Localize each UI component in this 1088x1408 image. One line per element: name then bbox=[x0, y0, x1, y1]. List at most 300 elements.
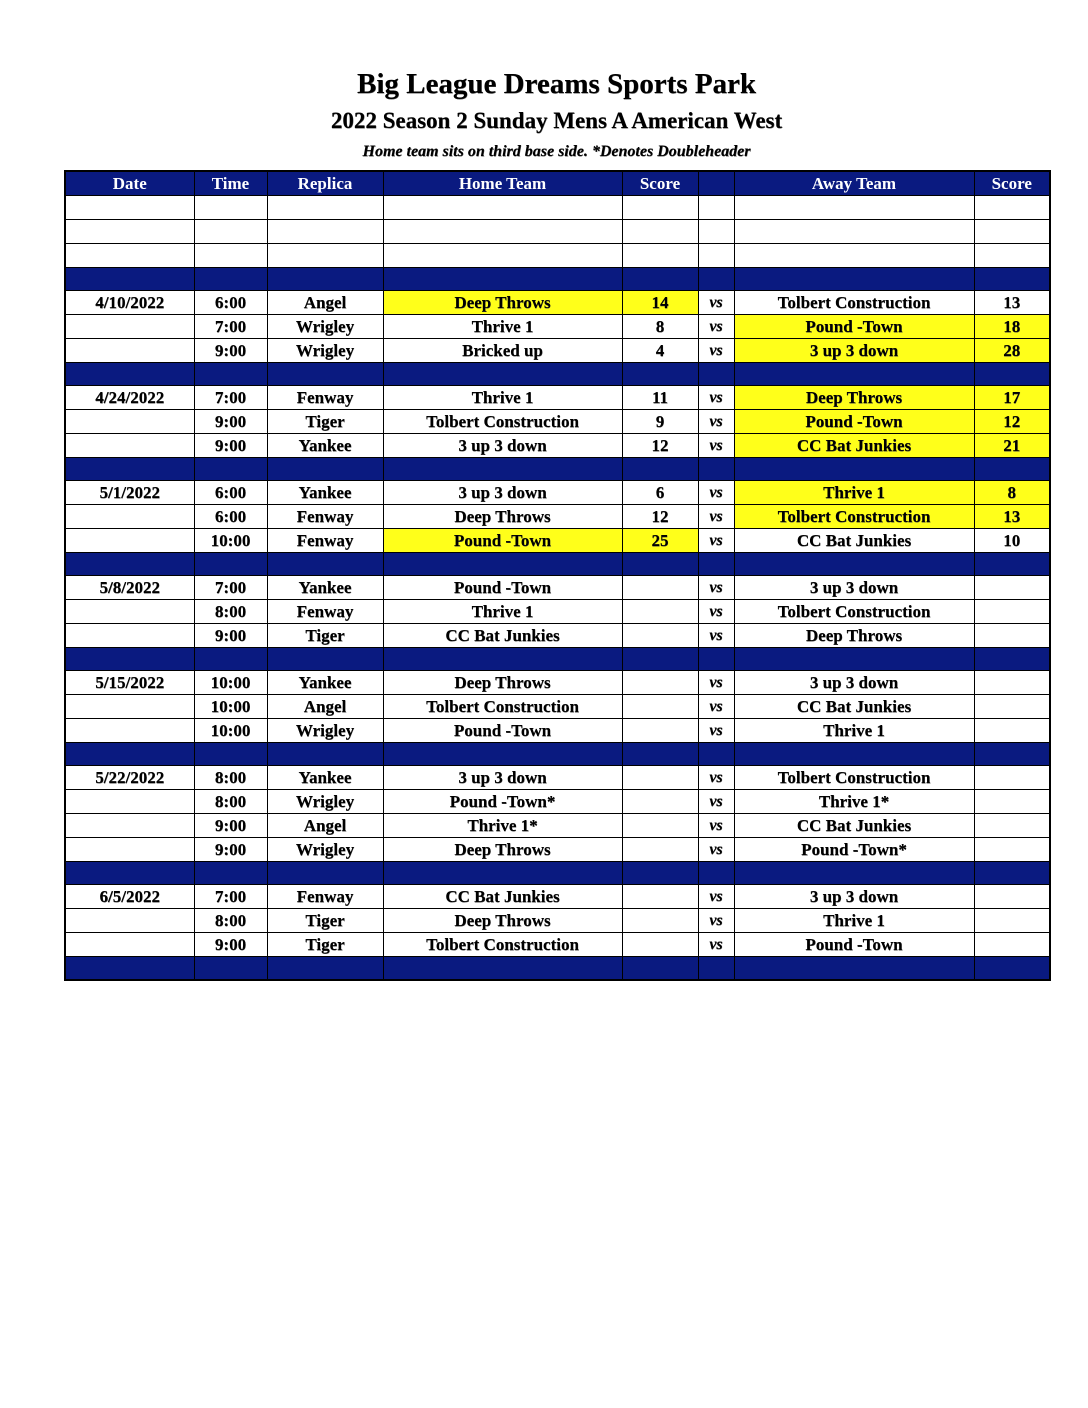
week-separator-row bbox=[65, 268, 1050, 291]
vs-cell: vs bbox=[698, 410, 734, 434]
home-team-cell: Deep Throws bbox=[383, 671, 622, 695]
separator-cell bbox=[65, 862, 194, 885]
separator-cell bbox=[622, 363, 698, 386]
separator-cell bbox=[194, 957, 267, 981]
table-header-row bbox=[65, 171, 1050, 196]
home-score-cell bbox=[622, 719, 698, 743]
home-score-cell bbox=[622, 671, 698, 695]
separator-cell bbox=[65, 648, 194, 671]
field-cell: Wrigley bbox=[267, 719, 383, 743]
away-score-cell bbox=[974, 766, 1050, 790]
separator-cell bbox=[65, 363, 194, 386]
away-score-cell bbox=[974, 600, 1050, 624]
date-cell bbox=[65, 339, 194, 363]
field-cell: Angel bbox=[267, 695, 383, 719]
separator-cell bbox=[65, 458, 194, 481]
date-cell bbox=[65, 909, 194, 933]
column-header-home-score: Score bbox=[622, 171, 698, 196]
table-row bbox=[65, 624, 1050, 648]
table-row bbox=[65, 719, 1050, 743]
away-team-cell: Deep Throws bbox=[734, 386, 974, 410]
separator-cell bbox=[383, 268, 622, 291]
date-cell bbox=[65, 790, 194, 814]
separator-cell bbox=[383, 862, 622, 885]
home-score-cell bbox=[622, 576, 698, 600]
date-cell bbox=[65, 933, 194, 957]
vs-cell: vs bbox=[698, 695, 734, 719]
vs-cell: vs bbox=[698, 766, 734, 790]
week-separator-row bbox=[65, 458, 1050, 481]
table-row bbox=[65, 885, 1050, 909]
away-score-cell bbox=[974, 838, 1050, 862]
away-team-cell: Pound -Town bbox=[734, 933, 974, 957]
home-score-cell bbox=[622, 933, 698, 957]
time-cell: 9:00 bbox=[194, 838, 267, 862]
separator-cell bbox=[734, 648, 974, 671]
away-team-cell: Pound -Town* bbox=[734, 838, 974, 862]
home-team-cell: Tolbert Construction bbox=[383, 695, 622, 719]
field-cell: Yankee bbox=[267, 766, 383, 790]
table-row bbox=[65, 529, 1050, 553]
field-cell: Tiger bbox=[267, 909, 383, 933]
field-cell bbox=[267, 244, 383, 268]
field-cell: Yankee bbox=[267, 576, 383, 600]
separator-cell bbox=[383, 957, 622, 981]
table-row bbox=[65, 909, 1050, 933]
separator-cell bbox=[698, 743, 734, 766]
home-team-cell: Bricked up bbox=[383, 339, 622, 363]
vs-cell: vs bbox=[698, 719, 734, 743]
away-team-cell: CC Bat Junkies bbox=[734, 434, 974, 458]
away-team-cell: Tolbert Construction bbox=[734, 766, 974, 790]
separator-cell bbox=[622, 648, 698, 671]
time-cell: 8:00 bbox=[194, 790, 267, 814]
date-cell bbox=[65, 434, 194, 458]
home-team-cell: Deep Throws bbox=[383, 291, 622, 315]
separator-cell bbox=[698, 553, 734, 576]
home-team-cell: Deep Throws bbox=[383, 838, 622, 862]
away-score-cell: 21 bbox=[974, 434, 1050, 458]
separator-cell bbox=[267, 957, 383, 981]
away-team-cell bbox=[734, 196, 974, 220]
away-score-cell bbox=[974, 671, 1050, 695]
home-score-cell bbox=[622, 909, 698, 933]
away-team-cell: Tolbert Construction bbox=[734, 600, 974, 624]
vs-cell: vs bbox=[698, 315, 734, 339]
away-score-cell: 28 bbox=[974, 339, 1050, 363]
time-cell: 9:00 bbox=[194, 410, 267, 434]
separator-cell bbox=[65, 957, 194, 981]
separator-cell bbox=[194, 458, 267, 481]
table-row bbox=[65, 671, 1050, 695]
table-row bbox=[65, 766, 1050, 790]
away-score-cell: 10 bbox=[974, 529, 1050, 553]
separator-cell bbox=[698, 862, 734, 885]
table-row bbox=[65, 244, 1050, 268]
home-score-cell bbox=[622, 196, 698, 220]
separator-cell bbox=[974, 363, 1050, 386]
vs-cell: vs bbox=[698, 790, 734, 814]
home-team-cell: Thrive 1 bbox=[383, 386, 622, 410]
away-score-cell: 17 bbox=[974, 386, 1050, 410]
field-cell: Yankee bbox=[267, 434, 383, 458]
date-cell bbox=[65, 410, 194, 434]
date-cell bbox=[65, 315, 194, 339]
home-team-cell: Thrive 1* bbox=[383, 814, 622, 838]
date-cell: 4/24/2022 bbox=[65, 386, 194, 410]
home-team-cell: Deep Throws bbox=[383, 505, 622, 529]
date-cell bbox=[65, 529, 194, 553]
date-cell: 5/8/2022 bbox=[65, 576, 194, 600]
separator-cell bbox=[698, 458, 734, 481]
week-separator-row bbox=[65, 648, 1050, 671]
home-score-cell: 12 bbox=[622, 505, 698, 529]
vs-cell: vs bbox=[698, 885, 734, 909]
separator-cell bbox=[698, 268, 734, 291]
separator-cell bbox=[974, 268, 1050, 291]
away-team-cell: 3 up 3 down bbox=[734, 339, 974, 363]
field-cell bbox=[267, 220, 383, 244]
separator-cell bbox=[267, 363, 383, 386]
away-team-cell: 3 up 3 down bbox=[734, 885, 974, 909]
time-cell: 10:00 bbox=[194, 529, 267, 553]
vs-cell: vs bbox=[698, 909, 734, 933]
away-score-cell: 12 bbox=[974, 410, 1050, 434]
time-cell: 6:00 bbox=[194, 291, 267, 315]
separator-cell bbox=[267, 458, 383, 481]
home-score-cell: 11 bbox=[622, 386, 698, 410]
field-cell: Wrigley bbox=[267, 790, 383, 814]
separator-cell bbox=[383, 553, 622, 576]
time-cell bbox=[194, 244, 267, 268]
field-cell: Fenway bbox=[267, 885, 383, 909]
away-score-cell bbox=[974, 576, 1050, 600]
vs-cell: vs bbox=[698, 600, 734, 624]
field-cell: Tiger bbox=[267, 410, 383, 434]
away-team-cell: CC Bat Junkies bbox=[734, 695, 974, 719]
separator-cell bbox=[383, 743, 622, 766]
home-team-cell bbox=[383, 244, 622, 268]
time-cell: 8:00 bbox=[194, 766, 267, 790]
date-cell bbox=[65, 244, 194, 268]
away-score-cell bbox=[974, 695, 1050, 719]
page-subtitle: 2022 Season 2 Sunday Mens A American West bbox=[330, 108, 783, 133]
vs-cell: vs bbox=[698, 576, 734, 600]
separator-cell bbox=[65, 268, 194, 291]
table-row bbox=[65, 386, 1050, 410]
vs-cell bbox=[698, 244, 734, 268]
vs-cell: vs bbox=[698, 505, 734, 529]
table-row bbox=[65, 695, 1050, 719]
away-score-cell: 18 bbox=[974, 315, 1050, 339]
column-header-away-score: Score bbox=[974, 171, 1050, 196]
table-row bbox=[65, 291, 1050, 315]
time-cell: 8:00 bbox=[194, 600, 267, 624]
date-cell: 5/1/2022 bbox=[65, 481, 194, 505]
time-cell: 6:00 bbox=[194, 505, 267, 529]
vs-cell bbox=[698, 220, 734, 244]
table-row bbox=[65, 838, 1050, 862]
vs-cell: vs bbox=[698, 386, 734, 410]
column-header-vs bbox=[698, 171, 734, 196]
schedule-body bbox=[65, 196, 1050, 981]
separator-cell bbox=[974, 862, 1050, 885]
table-row bbox=[65, 790, 1050, 814]
separator-cell bbox=[698, 957, 734, 981]
home-team-cell: CC Bat Junkies bbox=[383, 624, 622, 648]
home-team-cell: Thrive 1 bbox=[383, 600, 622, 624]
away-team-cell bbox=[734, 244, 974, 268]
column-header-date: Date bbox=[65, 171, 194, 196]
field-cell: Angel bbox=[267, 814, 383, 838]
time-cell: 9:00 bbox=[194, 624, 267, 648]
time-cell: 9:00 bbox=[194, 814, 267, 838]
separator-cell bbox=[194, 268, 267, 291]
home-team-cell: Pound -Town* bbox=[383, 790, 622, 814]
separator-cell bbox=[622, 458, 698, 481]
separator-cell bbox=[622, 957, 698, 981]
time-cell: 7:00 bbox=[194, 885, 267, 909]
field-cell: Tiger bbox=[267, 624, 383, 648]
away-team-cell: Pound -Town bbox=[734, 315, 974, 339]
home-score-cell: 6 bbox=[622, 481, 698, 505]
column-header-time: Time bbox=[194, 171, 267, 196]
separator-cell bbox=[622, 553, 698, 576]
home-score-cell bbox=[622, 600, 698, 624]
time-cell: 7:00 bbox=[194, 576, 267, 600]
separator-cell bbox=[698, 363, 734, 386]
away-team-cell: Thrive 1* bbox=[734, 790, 974, 814]
separator-cell bbox=[267, 268, 383, 291]
separator-cell bbox=[734, 363, 974, 386]
table-row bbox=[65, 339, 1050, 363]
time-cell: 9:00 bbox=[194, 339, 267, 363]
table-row bbox=[65, 481, 1050, 505]
vs-cell: vs bbox=[698, 434, 734, 458]
home-team-cell: Tolbert Construction bbox=[383, 410, 622, 434]
field-cell: Fenway bbox=[267, 386, 383, 410]
page-note: Home team sits on third base side. *Denotes Doubleheader bbox=[362, 143, 751, 160]
table-row bbox=[65, 505, 1050, 529]
home-team-cell: 3 up 3 down bbox=[383, 481, 622, 505]
separator-cell bbox=[65, 743, 194, 766]
schedule-table bbox=[64, 170, 1051, 981]
vs-cell: vs bbox=[698, 624, 734, 648]
vs-cell: vs bbox=[698, 291, 734, 315]
field-cell: Wrigley bbox=[267, 838, 383, 862]
away-team-cell: CC Bat Junkies bbox=[734, 814, 974, 838]
away-team-cell bbox=[734, 220, 974, 244]
away-team-cell: Thrive 1 bbox=[734, 481, 974, 505]
separator-cell bbox=[65, 553, 194, 576]
date-cell bbox=[65, 624, 194, 648]
away-score-cell: 13 bbox=[974, 505, 1050, 529]
home-score-cell: 14 bbox=[622, 291, 698, 315]
separator-cell bbox=[622, 862, 698, 885]
home-score-cell bbox=[622, 244, 698, 268]
table-row bbox=[65, 315, 1050, 339]
away-team-cell: 3 up 3 down bbox=[734, 576, 974, 600]
separator-cell bbox=[974, 553, 1050, 576]
away-score-cell bbox=[974, 790, 1050, 814]
time-cell: 9:00 bbox=[194, 933, 267, 957]
week-separator-row bbox=[65, 957, 1050, 981]
home-team-cell: 3 up 3 down bbox=[383, 766, 622, 790]
away-score-cell bbox=[974, 933, 1050, 957]
date-cell bbox=[65, 505, 194, 529]
away-score-cell bbox=[974, 719, 1050, 743]
field-cell: Wrigley bbox=[267, 339, 383, 363]
home-score-cell bbox=[622, 220, 698, 244]
separator-cell bbox=[622, 268, 698, 291]
week-separator-row bbox=[65, 553, 1050, 576]
away-score-cell bbox=[974, 885, 1050, 909]
away-score-cell bbox=[974, 909, 1050, 933]
away-team-cell: CC Bat Junkies bbox=[734, 529, 974, 553]
field-cell: Wrigley bbox=[267, 315, 383, 339]
field-cell: Yankee bbox=[267, 481, 383, 505]
home-score-cell bbox=[622, 790, 698, 814]
home-team-cell: Pound -Town bbox=[383, 576, 622, 600]
week-separator-row bbox=[65, 363, 1050, 386]
date-cell bbox=[65, 600, 194, 624]
vs-cell: vs bbox=[698, 481, 734, 505]
home-score-cell: 4 bbox=[622, 339, 698, 363]
date-cell bbox=[65, 196, 194, 220]
home-score-cell: 9 bbox=[622, 410, 698, 434]
table-row bbox=[65, 576, 1050, 600]
separator-cell bbox=[734, 743, 974, 766]
vs-cell: vs bbox=[698, 529, 734, 553]
time-cell bbox=[194, 196, 267, 220]
field-cell: Angel bbox=[267, 291, 383, 315]
field-cell bbox=[267, 196, 383, 220]
column-header-away-team: Away Team bbox=[734, 171, 974, 196]
away-team-cell: Pound -Town bbox=[734, 410, 974, 434]
field-cell: Yankee bbox=[267, 671, 383, 695]
separator-cell bbox=[622, 743, 698, 766]
home-team-cell bbox=[383, 196, 622, 220]
table-row bbox=[65, 410, 1050, 434]
away-team-cell: Thrive 1 bbox=[734, 909, 974, 933]
away-team-cell: 3 up 3 down bbox=[734, 671, 974, 695]
separator-cell bbox=[383, 363, 622, 386]
away-score-cell bbox=[974, 244, 1050, 268]
field-cell: Tiger bbox=[267, 933, 383, 957]
home-score-cell bbox=[622, 624, 698, 648]
date-cell bbox=[65, 719, 194, 743]
away-score-cell: 8 bbox=[974, 481, 1050, 505]
time-cell bbox=[194, 220, 267, 244]
page-title: Big League Dreams Sports Park bbox=[356, 68, 756, 100]
home-team-cell: CC Bat Junkies bbox=[383, 885, 622, 909]
column-header-home-team: Home Team bbox=[383, 171, 622, 196]
vs-cell: vs bbox=[698, 933, 734, 957]
vs-cell bbox=[698, 196, 734, 220]
table-row bbox=[65, 196, 1050, 220]
separator-cell bbox=[267, 862, 383, 885]
away-team-cell: Deep Throws bbox=[734, 624, 974, 648]
separator-cell bbox=[267, 648, 383, 671]
field-cell: Fenway bbox=[267, 600, 383, 624]
table-row bbox=[65, 814, 1050, 838]
vs-cell: vs bbox=[698, 339, 734, 363]
separator-cell bbox=[734, 553, 974, 576]
column-header-replica: Replica bbox=[267, 171, 383, 196]
separator-cell bbox=[194, 862, 267, 885]
separator-cell bbox=[974, 957, 1050, 981]
home-score-cell: 25 bbox=[622, 529, 698, 553]
separator-cell bbox=[734, 268, 974, 291]
field-cell: Fenway bbox=[267, 505, 383, 529]
separator-cell bbox=[267, 553, 383, 576]
home-score-cell bbox=[622, 766, 698, 790]
away-score-cell bbox=[974, 196, 1050, 220]
separator-cell bbox=[194, 363, 267, 386]
separator-cell bbox=[734, 957, 974, 981]
time-cell: 7:00 bbox=[194, 315, 267, 339]
separator-cell bbox=[734, 862, 974, 885]
separator-cell bbox=[698, 648, 734, 671]
home-team-cell: Pound -Town bbox=[383, 719, 622, 743]
table-row bbox=[65, 434, 1050, 458]
vs-cell: vs bbox=[698, 671, 734, 695]
week-separator-row bbox=[65, 862, 1050, 885]
time-cell: 8:00 bbox=[194, 909, 267, 933]
date-cell: 5/15/2022 bbox=[65, 671, 194, 695]
home-team-cell bbox=[383, 220, 622, 244]
time-cell: 10:00 bbox=[194, 719, 267, 743]
time-cell: 10:00 bbox=[194, 671, 267, 695]
date-cell bbox=[65, 814, 194, 838]
time-cell: 6:00 bbox=[194, 481, 267, 505]
separator-cell bbox=[194, 553, 267, 576]
home-score-cell: 12 bbox=[622, 434, 698, 458]
date-cell bbox=[65, 695, 194, 719]
away-score-cell: 13 bbox=[974, 291, 1050, 315]
separator-cell bbox=[734, 458, 974, 481]
date-cell bbox=[65, 220, 194, 244]
vs-cell: vs bbox=[698, 814, 734, 838]
separator-cell bbox=[194, 648, 267, 671]
date-cell bbox=[65, 838, 194, 862]
time-cell: 9:00 bbox=[194, 434, 267, 458]
home-score-cell bbox=[622, 695, 698, 719]
vs-cell: vs bbox=[698, 838, 734, 862]
home-team-cell: Thrive 1 bbox=[383, 315, 622, 339]
away-score-cell bbox=[974, 624, 1050, 648]
home-team-cell: Tolbert Construction bbox=[383, 933, 622, 957]
home-team-cell: Pound -Town bbox=[383, 529, 622, 553]
home-team-cell: Deep Throws bbox=[383, 909, 622, 933]
away-team-cell: Thrive 1 bbox=[734, 719, 974, 743]
time-cell: 7:00 bbox=[194, 386, 267, 410]
separator-cell bbox=[974, 648, 1050, 671]
home-score-cell bbox=[622, 838, 698, 862]
home-score-cell bbox=[622, 814, 698, 838]
away-score-cell bbox=[974, 814, 1050, 838]
home-score-cell bbox=[622, 885, 698, 909]
away-team-cell: Tolbert Construction bbox=[734, 505, 974, 529]
separator-cell bbox=[974, 458, 1050, 481]
away-score-cell bbox=[974, 220, 1050, 244]
table-row bbox=[65, 933, 1050, 957]
separator-cell bbox=[194, 743, 267, 766]
separator-cell bbox=[267, 743, 383, 766]
week-separator-row bbox=[65, 743, 1050, 766]
date-cell: 4/10/2022 bbox=[65, 291, 194, 315]
field-cell: Fenway bbox=[267, 529, 383, 553]
